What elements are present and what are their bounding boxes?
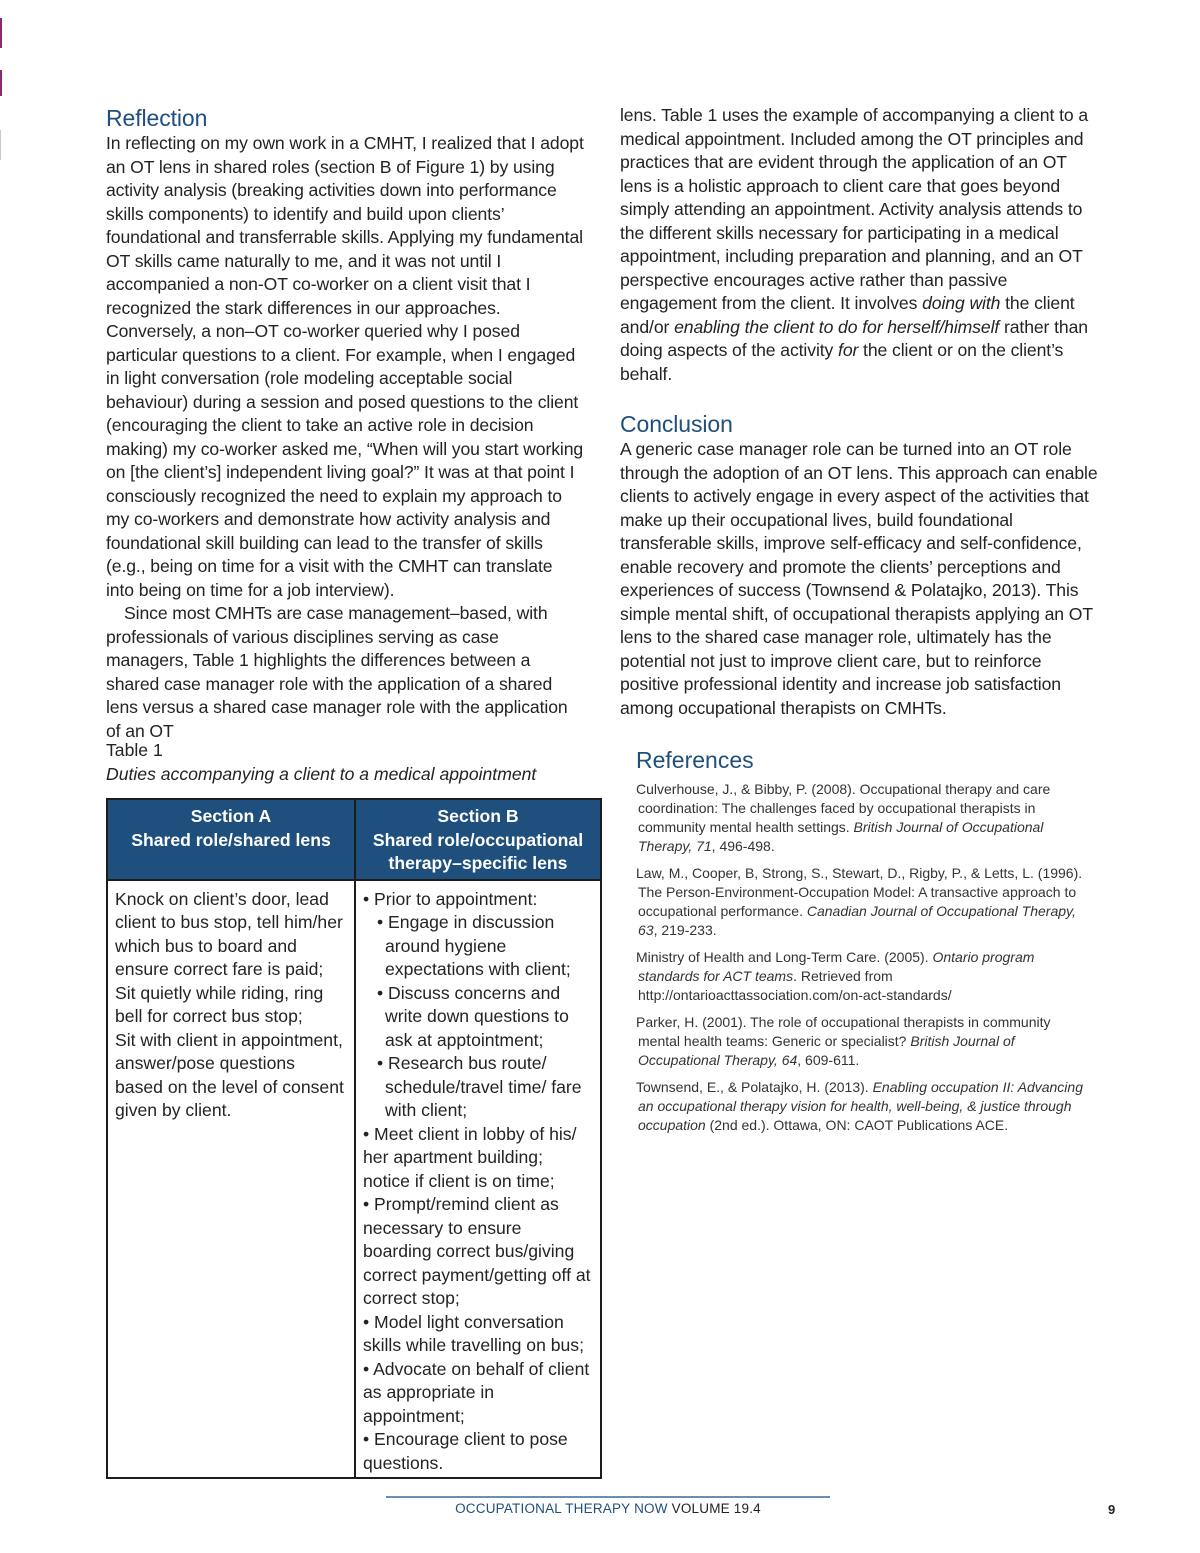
section-b-sub-list (363, 911, 593, 1123)
section-a-item: Knock on client’s door, lead client to bus stop, tell him/her which bus to board and ensure correct fare is paid; (115, 888, 343, 979)
section-b-item: • Encourage client to pose questions. (363, 1429, 568, 1473)
page-edge-mark (0, 18, 2, 48)
reference-item: Ministry of Health and Long-Term Care. (2005). Ontario program standards for ACT teams. Retrieved from http://ontarioacttassociation.com/on-act-standards/ (636, 949, 1035, 1003)
conclusion-paragraph: A generic case manager role can be turned into an OT role through the adoption of an OT lens. This approach can enable clients to actively engage in every aspect of the activities that make up their occupational lives, build foundational transferable skills, improve self-efficacy and self-confidence, enable recovery and promote the clients’ perceptions and experiences of success (Townsend & Polatajko, 2013). This simple mental shift, of occupational therapists applying an OT lens to the shared case manager role, ultimately has the potential not just to improve client care, but to reinforce positive professional identity and increase job satisfaction among occupational therapists on CMHTs. (620, 439, 1098, 718)
section-b-item: • Prompt/remind client as necessary to ensure boarding correct bus/giving correct payment/getting off at correct stop; (363, 1194, 591, 1308)
reflection-continued-paragraph: lens. Table 1 uses the example of accompanying a client to a medical appointment. Included among the OT principles and practices that are evident through the application of an OT lens is a holistic approach to client care that goes beyond simply attending an appointment. Activity analysis attends to the different skills necessary for participating in a medical appointment, including preparation and planning, and an OT perspective encourages active rather than passive engagement from the client. It involves doing with the client and/or enabling the client to do for herself/himself rather than doing aspects of the activity for the client or on the client’s behalf. (620, 105, 1089, 384)
section-a-item: Sit quietly while riding, ring bell for correct bus stop; (115, 982, 324, 1026)
left-column (106, 104, 584, 743)
table-header-section-a: Section A Shared role/shared lens (107, 799, 355, 880)
section-b-item: • Meet client in lobby of his/ her apartment building; notice if client is on time; (363, 1123, 577, 1191)
section-a-item: Sit with client in appointment, answer/pose questions based on the level of consent given by client. (115, 1029, 344, 1120)
references-heading: References (636, 747, 754, 773)
section-b-item: • Prior to appointment: (363, 888, 538, 909)
footer-rule (386, 1496, 830, 1498)
references-section (636, 746, 1096, 1143)
table-label: Table 1 (106, 740, 163, 760)
volume-number: VOLUME 19.4 (671, 1501, 761, 1516)
right-column (620, 104, 1100, 720)
section-b-sub-item: • Discuss concerns and write down questions to ask at apptointment; (377, 982, 569, 1050)
table-header-section-b: Section B Shared role/occupational therapy–specific lens (355, 799, 601, 880)
conclusion-heading: Conclusion (620, 411, 733, 437)
reflection-paragraph-2: Since most CMHTs are case management–based, with professionals of various disciplines serving as case managers, Table 1 highlights the differences between a shared case manager role with the application of a shared lens versus a shared case manager role with the application of an OT (106, 603, 568, 741)
reflection-paragraph-1: In reflecting on my own work in a CMHT, I realized that I adopt an OT lens in shared roles (section B of Figure 1) by using activity analysis (breaking activities down into performance skills components) to identify and build upon clients’ foundational and transferrable skills. Applying my fundamental OT skills came naturally to me, and it was not until I accompanied a non-OT co-worker on a client visit that I recognized the stark differences in our approaches. Conversely, a non–OT co-worker queried why I posed particular questions to a client. For example, when I engaged in light conversation (role modeling acceptable social behaviour) during a session and posed questions to the client (encouraging the client to take an active role in decision making) my co-worker asked me, “When will you start working on [the client’s] independent living goal?” It was at that point I consciously recognized the need to explain my approach to my co-workers and demonstrate how activity analysis and foundational skill building can lead to the transfer of skills (e.g., being on time for a visit with the CMHT can translate into being on time for a job interview). (106, 133, 584, 600)
section-b-item: • Advocate on behalf of client as appropriate in appointment; (363, 1358, 590, 1426)
section-b-item: • Model light conversation skills while travelling on bus; (363, 1311, 584, 1355)
section-b-cell (355, 880, 601, 1479)
duties-table (106, 798, 602, 1479)
page-edge-mark (0, 70, 2, 96)
publication-name: OCCUPATIONAL THERAPY NOW (455, 1501, 668, 1516)
reflection-heading: Reflection (106, 105, 208, 131)
reference-item: Culverhouse, J., & Bibby, P. (2008). Occupational therapy and care coordination: The challenges faced by occupational therapists in community mental health settings. British Journal of Occupational Therapy, 71, 496-498. (636, 781, 1051, 854)
section-b-sub-item: • Research bus route/ schedule/travel time/ fare with client; (377, 1053, 582, 1120)
footer-publication (386, 1501, 830, 1516)
table-title: Duties accompanying a client to a medical appointment (106, 764, 537, 784)
reference-item: Townsend, E., & Polatajko, H. (2013). Enabling occupation II: Advancing an occupational therapy vision for health, well-being, & justice through occupation (2nd ed.). Ottawa, ON: CAOT Publications ACE. (636, 1079, 1083, 1133)
section-b-sub-item: • Engage in discussion around hygiene expectations with client; (377, 912, 571, 979)
page-number: 9 (1108, 1502, 1116, 1517)
section-a-cell (107, 880, 355, 1479)
reference-item: Parker, H. (2001). The role of occupational therapists in community mental health teams: Generic or specialist? British Journal of Occupational Therapy, 64, 609-611. (636, 1014, 1051, 1068)
reference-item: Law, M., Cooper, B, Strong, S., Stewart, D., Rigby, P., & Letts, L. (1996). The Person-Environment-Occupation Model: A transactive approach to occupational performance. Canadian Journal of Occupational Therapy, 63, 219-233. (636, 865, 1083, 938)
table-caption (106, 738, 606, 786)
page-edge-mark (0, 130, 1, 160)
